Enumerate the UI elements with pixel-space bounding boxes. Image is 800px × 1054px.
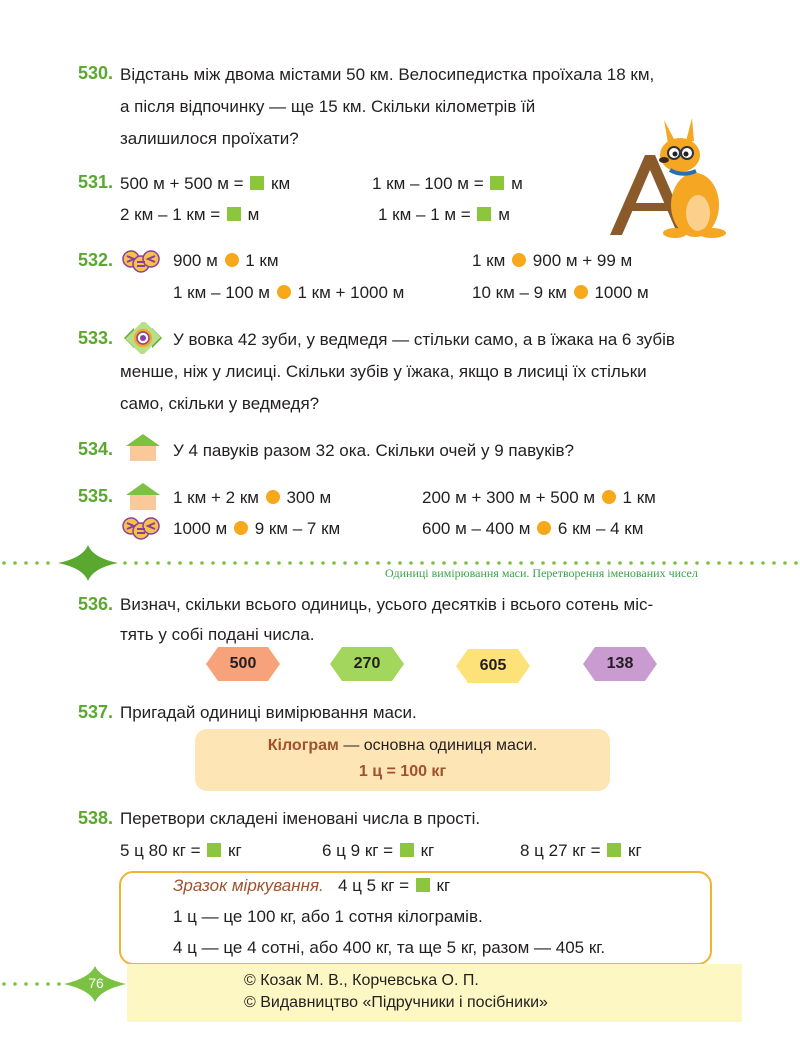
divider-dot [497, 561, 501, 565]
divider-dot [717, 561, 721, 565]
divider-dot [618, 561, 622, 565]
compare-dot [537, 521, 551, 535]
answer-square [207, 843, 221, 857]
expression: 5 ц 80 кг = кг [120, 841, 242, 860]
divider-dot [794, 561, 798, 565]
comparison: 1 км 900 м + 99 м [472, 251, 633, 270]
comparison: 600 м – 400 м 6 км – 4 км [422, 519, 644, 538]
sample-text: 1 ц — це 100 кг, або 1 сотня кілограмів. [173, 907, 483, 926]
divider-dot [211, 561, 215, 565]
divider-dot [530, 561, 534, 565]
divider-dot [343, 561, 347, 565]
divider-dot [662, 561, 666, 565]
expression: 1 км – 1 м = м [378, 205, 510, 224]
divider-dot [35, 982, 39, 986]
compare-dot [277, 285, 291, 299]
expression: 1 км – 100 м = м [372, 174, 523, 193]
divider-dot [574, 561, 578, 565]
divider-dot [13, 561, 17, 565]
exercise-number: 537. [78, 702, 114, 722]
divider-dot [585, 561, 589, 565]
divider-dot [332, 561, 336, 565]
divider-dot [739, 561, 743, 565]
sample-heading: Зразок міркування. 4 ц 5 кг = кг [173, 876, 451, 895]
divider-dot [200, 561, 204, 565]
comparison: 200 м + 300 м + 500 м 1 км [422, 488, 656, 507]
divider-dot [277, 561, 281, 565]
answer-square [416, 878, 430, 892]
comparison: 1000 м 9 км – 7 км [173, 519, 341, 538]
section-title: Одиниці вимірювання маси. Перетворення іменованих чисел [385, 566, 698, 580]
exercise-text: Пригадай одиниці вимірювання маси. [120, 703, 417, 722]
divider-dot [2, 982, 6, 986]
exercise-number: 533. [78, 328, 114, 348]
divider-dot [189, 561, 193, 565]
divider-dot [167, 561, 171, 565]
exercise-number: 536. [78, 594, 114, 614]
divider-dot [541, 561, 545, 565]
exercise-text: залишилося проїхати? [120, 129, 299, 148]
comparison: 10 км – 9 км 1000 м [472, 283, 649, 302]
divider-dot [233, 561, 237, 565]
divider-dot [442, 561, 446, 565]
exercise-number: 531. [78, 172, 114, 192]
comparison: 900 м 1 км [173, 251, 279, 270]
divider-dot [57, 982, 61, 986]
number-hexagon: 138 [583, 647, 657, 681]
divider-dot [695, 561, 699, 565]
exercise-text: тять у собі подані числа. [120, 625, 315, 644]
divider-dot [409, 561, 413, 565]
divider-dot [761, 561, 765, 565]
divider-dot [24, 982, 28, 986]
divider-dot [420, 561, 424, 565]
answer-square [607, 843, 621, 857]
divider-dot [464, 561, 468, 565]
divider-dot [684, 561, 688, 565]
expression: 8 ц 27 кг = кг [520, 841, 642, 860]
answer-square [400, 843, 414, 857]
answer-square [477, 207, 491, 221]
exercise-number: 530. [78, 63, 114, 83]
exercise-text: менше, ніж у лисиці. Скільки зубів у їжака, якщо в лисиці їх стільки [120, 362, 647, 381]
divider-dot [178, 561, 182, 565]
number-hexagon: 605 [456, 649, 530, 683]
divider-dot [46, 982, 50, 986]
divider-dot [750, 561, 754, 565]
divider-dot [651, 561, 655, 565]
divider-dot [222, 561, 226, 565]
divider-dot [706, 561, 710, 565]
compare-signs-icon [122, 248, 160, 274]
divider-dot [13, 982, 17, 986]
number-hexagon: 500 [206, 647, 280, 681]
divider-dot [299, 561, 303, 565]
divider-dot [244, 561, 248, 565]
divider-dot [398, 561, 402, 565]
divider-dot [508, 561, 512, 565]
divider-dot [354, 561, 358, 565]
divider-dot [35, 561, 39, 565]
exercise-number: 535. [78, 486, 114, 506]
comparison: 1 км + 2 км 300 м [173, 488, 332, 507]
comparison: 1 км – 100 м 1 км + 1000 м [173, 283, 405, 302]
exercise-text: Визнач, скільки всього одиниць, усього десятків і всього сотень міс- [120, 595, 654, 614]
divider-dot [772, 561, 776, 565]
divider-dot [431, 561, 435, 565]
sample-text: 4 ц — це 4 сотні, або 400 кг, та ще 5 кг, разом — 405 кг. [173, 938, 606, 957]
term-bold: Кілограм [267, 737, 339, 754]
divider-dot [123, 561, 127, 565]
divider-dot [728, 561, 732, 565]
divider-dot [266, 561, 270, 565]
divider-dot [486, 561, 490, 565]
divider-dot [783, 561, 787, 565]
divider-dot [376, 561, 380, 565]
divider-dot [607, 561, 611, 565]
divider-dot [365, 561, 369, 565]
house-icon [124, 432, 162, 462]
page-number: 76 [88, 975, 104, 991]
exercise-number: 532. [78, 250, 114, 270]
divider-dot [563, 561, 567, 565]
divider-dot [453, 561, 457, 565]
divider-dot [134, 561, 138, 565]
compare-dot [266, 490, 280, 504]
expression: 6 ц 9 кг = кг [322, 841, 435, 860]
copyright-footer [127, 964, 742, 1022]
divider-dot [629, 561, 633, 565]
divider-dot [596, 561, 600, 565]
answer-square [227, 207, 241, 221]
divider-dot [475, 561, 479, 565]
divider-dot [640, 561, 644, 565]
divider-dot [145, 561, 149, 565]
divider-dot [673, 561, 677, 565]
answer-square [250, 176, 264, 190]
compare-dot [602, 490, 616, 504]
divider-dot [552, 561, 556, 565]
exercise-text: само, скільки у ведмедя? [120, 394, 320, 413]
copyright-authors: © Козак М. В., Корчевська О. П. [244, 972, 479, 989]
divider-dot [255, 561, 259, 565]
divider-dot [519, 561, 523, 565]
copyright-publisher: © Видавництво «Підручники і посібники» [244, 994, 548, 1011]
exercise-text: Перетвори складені іменовані числа в прості. [120, 809, 481, 828]
divider-dot [310, 561, 314, 565]
exercise-text: Відстань між двома містами 50 км. Велосипедистка проїхала 18 км, [120, 65, 655, 84]
expression: 500 м + 500 м = км [120, 174, 291, 193]
footer-ornament [0, 964, 130, 1004]
compare-dot [234, 521, 248, 535]
divider-dot [321, 561, 325, 565]
exercise-number: 538. [78, 808, 114, 828]
exercise-number: 534. [78, 439, 114, 459]
divider-dot [156, 561, 160, 565]
divider-dot [46, 561, 50, 565]
number-hexagon: 270 [330, 647, 404, 681]
exercise-text: У вовка 42 зуби, у ведмедя — стільки само, а в їжака на 6 зубів [173, 330, 675, 349]
compare-signs-icon [122, 515, 160, 541]
house-icon [124, 481, 162, 511]
green-star-ornament [58, 545, 118, 581]
divider-dot [2, 561, 6, 565]
compare-dot [225, 253, 239, 267]
answer-square [490, 176, 504, 190]
divider-dot [288, 561, 292, 565]
exercise-text: У 4 павуків разом 32 ока. Скільки очей у 9 павуків? [173, 441, 574, 460]
divider-dot [387, 561, 391, 565]
expression: 2 км – 1 км = м [120, 205, 260, 224]
info-box: Кілограм — основна одиниця маси. 1 ц = 100 кг [195, 729, 610, 791]
compare-dot [574, 285, 588, 299]
kangaroo-with-letter-a-illustration [600, 115, 730, 240]
divider-dot [24, 561, 28, 565]
formula: 1 ц = 100 кг [358, 763, 447, 780]
exercise-text: а після відпочинку — ще 15 км. Скільки кілометрів їй [120, 97, 536, 116]
target-icon [122, 322, 164, 354]
compare-dot [512, 253, 526, 267]
